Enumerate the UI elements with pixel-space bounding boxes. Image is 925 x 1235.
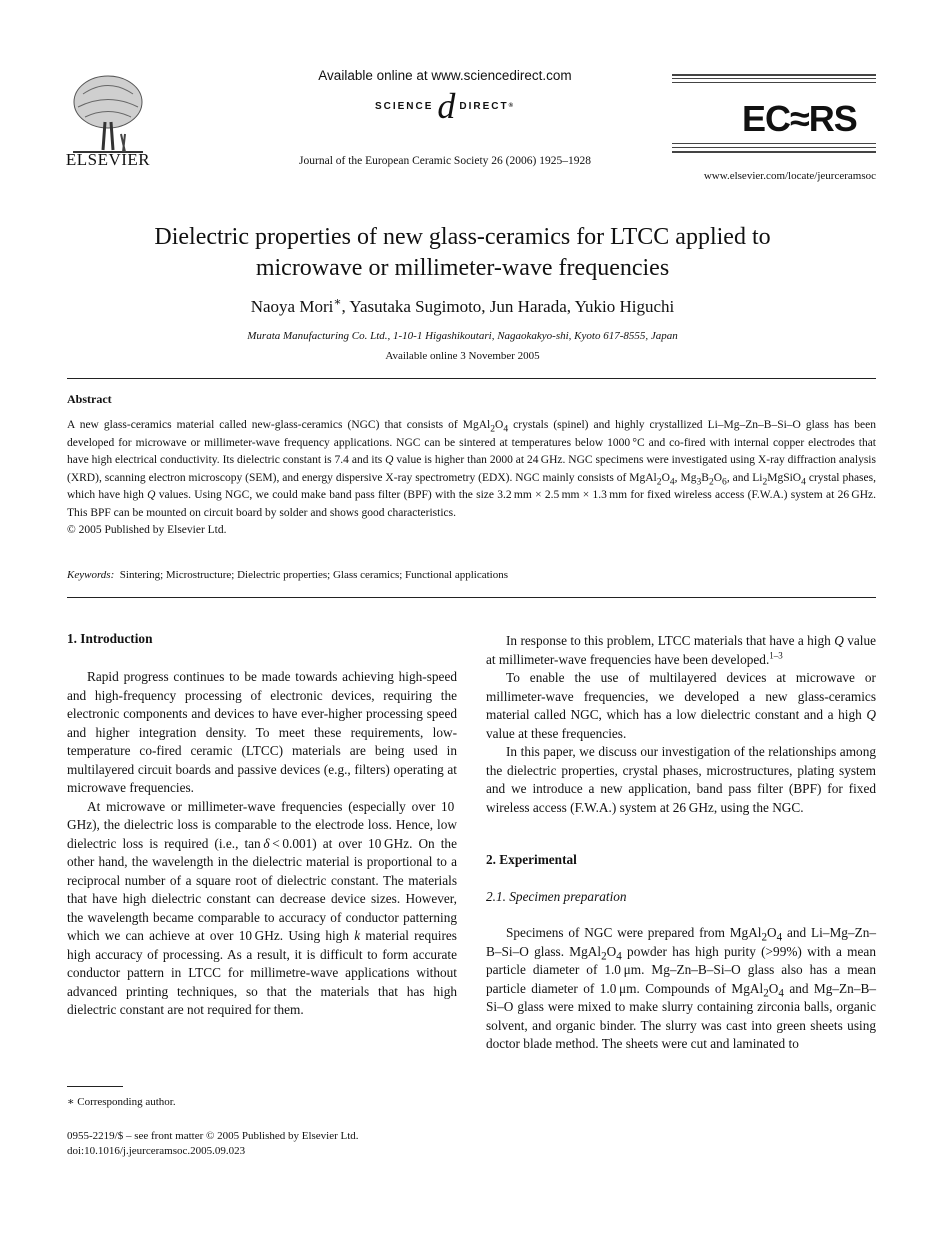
header-rule-5 (672, 147, 876, 148)
right-column (486, 632, 876, 1054)
corresponding-mark[interactable]: ∗ (333, 294, 342, 309)
intro-paragraph-2: At microwave or millimeter-wave frequencies (especially over 10 GHz), the dielectric loss is comparable to the electrode loss. Hence, low dielectric loss is required (i.e., tan δ < 0.001) at over 10 GHz. On the other hand, the wavelength in the dielectric material is proportional to a reciprocal number of a square root of dielectric constant. The materials that have high dielectric constant can decrease device sizes. However, the wavelength became comparable to accuracy of conductor patterning which we can achieve at over 10 GHz. Using high k material requires high accuracy of processing. As a result, it is difficult to form accurate conductor pattern in LTCC for millimetre-wave applications without advanced printing techniques, so that the materials that has high dielectric constant are not required for them. (67, 798, 457, 1017)
title-line-1: Dielectric properties of new glass-ceramics for LTCC applied to (154, 224, 771, 250)
left-column (67, 656, 457, 1020)
header-rule-3 (672, 82, 876, 83)
ecers-logo: EC≈RS (742, 98, 857, 139)
journal-citation: Journal of the European Ceramic Society 26 (2006) 1925–1928 (299, 155, 591, 167)
intro-paragraph-3: In response to this problem, LTCC materials that have a high Q value at millimeter-wave frequencies have been developed.$^{1-3}$ (486, 633, 877, 667)
header-rule-2 (672, 78, 876, 79)
author-first: Naoya Mori (250, 297, 334, 316)
keywords (67, 569, 876, 581)
header-rule-4 (672, 143, 876, 144)
header-rule-1 (672, 74, 876, 76)
intro-paragraph-4: To enable the use of multilayered devices at microwave or millimeter-wave frequencies, we developed a new glass-ceramics material called NGC, which has a low dielectric constant and a high Q value at these frequencies. (486, 670, 876, 741)
section-1-heading: 1. Introduction (67, 631, 153, 646)
footnote-rule (67, 1086, 123, 1087)
copyright-line: © 2005 Published by Elsevier Ltd. (67, 524, 227, 536)
footnote: ∗ Corresponding author. (67, 1096, 176, 1108)
author-rest: , Yasutaka Sugimoto, Jun Harada, Yukio Higuchi (341, 297, 675, 316)
subsection-2-1-heading: 2.1. Specimen preparation (486, 888, 627, 904)
article-title (80, 222, 845, 284)
sd-left: SCIENCE (374, 100, 434, 112)
keywords-label: Keywords: (67, 569, 115, 581)
sciencedirect-logo: SCIENCE d DIRECT ® (374, 86, 516, 126)
section-2-heading: 2. Experimental (486, 852, 577, 867)
affiliation: Murata Manufacturing Co. Ltd., 1-10-1 Higashikoutari, Nagaokakyo-shi, Kyoto 617-8555, Japan (247, 330, 678, 342)
journal-url[interactable]: www.elsevier.com/locate/jeurceramsoc (703, 170, 876, 182)
publisher-name: ELSEVIER (65, 150, 151, 169)
abstract-top-rule (67, 378, 876, 379)
doi-line[interactable]: doi:10.1016/j.jeurceramsoc.2005.09.023 (67, 1145, 246, 1157)
abstract-body: A new glass-ceramics material called new-glass-ceramics (NGC) that consists of $MgAl_2O_4$ crystals (spinel) and highly crystallized Li–Mg–Zn–B–Si–O glass has been developed for microwave or millimeter-wave frequency applications. NGC can be sintered at temperatures below 1000 °C and co-fired with internal copper electrodes that have high electrical conductivity. Its dielectric constant is 7.4 and its Q value is higher than 2000 at 24 GHz. NGC specimens were investigated using X-ray diffraction analysis (XRD), scanning electron microscopy (SEM), and energy dispersive X-ray spectrometry (EDX). NGC mainly consists of $MgAl_2O_4$, $Mg_3B_2O_6$, and $Li_2MgSiO_4$ crystal phases, which have high Q values. Using NGC, we could make band pass filter (BPF) with the size 3.2 mm × 2.5 mm × 1.3 mm for fixed wireless access (F.W.A.) system at 26 GHz. This BPF can be mounted on circuit board by solder and shows good characteristics. © 2005 Published by Elsevier Ltd. (67, 417, 876, 540)
elsevier-tree-logo (63, 72, 153, 158)
sd-mid: d (437, 86, 456, 126)
header-rule-6 (672, 151, 876, 153)
sd-right: DIRECT (459, 100, 509, 112)
reference-link[interactable]: 1–3 (769, 650, 783, 661)
issn-line: 0955-2219/$ – see front matter © 2005 Published by Elsevier Ltd. (67, 1130, 359, 1142)
specimen-paragraph: Specimens of NGC were prepared from $MgAl_2O_4$ and Li–Mg–Zn–B–Si–O glass. $MgAl_2O_4$ powder has high purity (>99%) with a mean particle diameter of 1.0 μm. Mg–Zn–B–Si–O glass also has a mean particle diameter of 1.0 μm. Compounds of $MgAl_2O_4$ and Mg–Zn–B–Si–O glass were mixed to make slurry containing zirconia balls, organic solvent, and organic binder. The slurry was cast into green sheets using doctor blade method. The sheets were cut and laminated to (486, 925, 876, 1051)
title-line-2: microwave or millimeter-wave frequencies (255, 255, 670, 281)
abstract-heading: Abstract (67, 392, 112, 406)
sciencedirect-availability[interactable]: Available online at www.sciencedirect.com (318, 68, 572, 83)
available-date: Available online 3 November 2005 (385, 350, 540, 362)
keywords-list: Sintering; Microstructure; Dielectric properties; Glass ceramics; Functional applications (119, 569, 509, 581)
intro-paragraph-1: Rapid progress continues to be made towards achieving high-speed and high-frequency processing of electronic devices, requiring the electronic components and devices to have ever-higher processing speed and higher integration density. To meet these requirements, low-temperature co-fired ceramic (LTCC) materials are being used in multilayered circuit boards and passive devices (e.g., filters) operating at microwave frequencies. (67, 669, 457, 795)
abstract-bottom-rule (67, 597, 876, 598)
author-list (80, 294, 845, 317)
intro-paragraph-5: In this paper, we discuss our investigation of the relationships among the dielectric properties, crystal phases, microstructures, plating system and we introduce a new application, band pass filter (BPF) for fixed wireless access (F.W.A.) system at 26 GHz, using the NGC. (486, 744, 876, 815)
front-matter (67, 1129, 359, 1159)
